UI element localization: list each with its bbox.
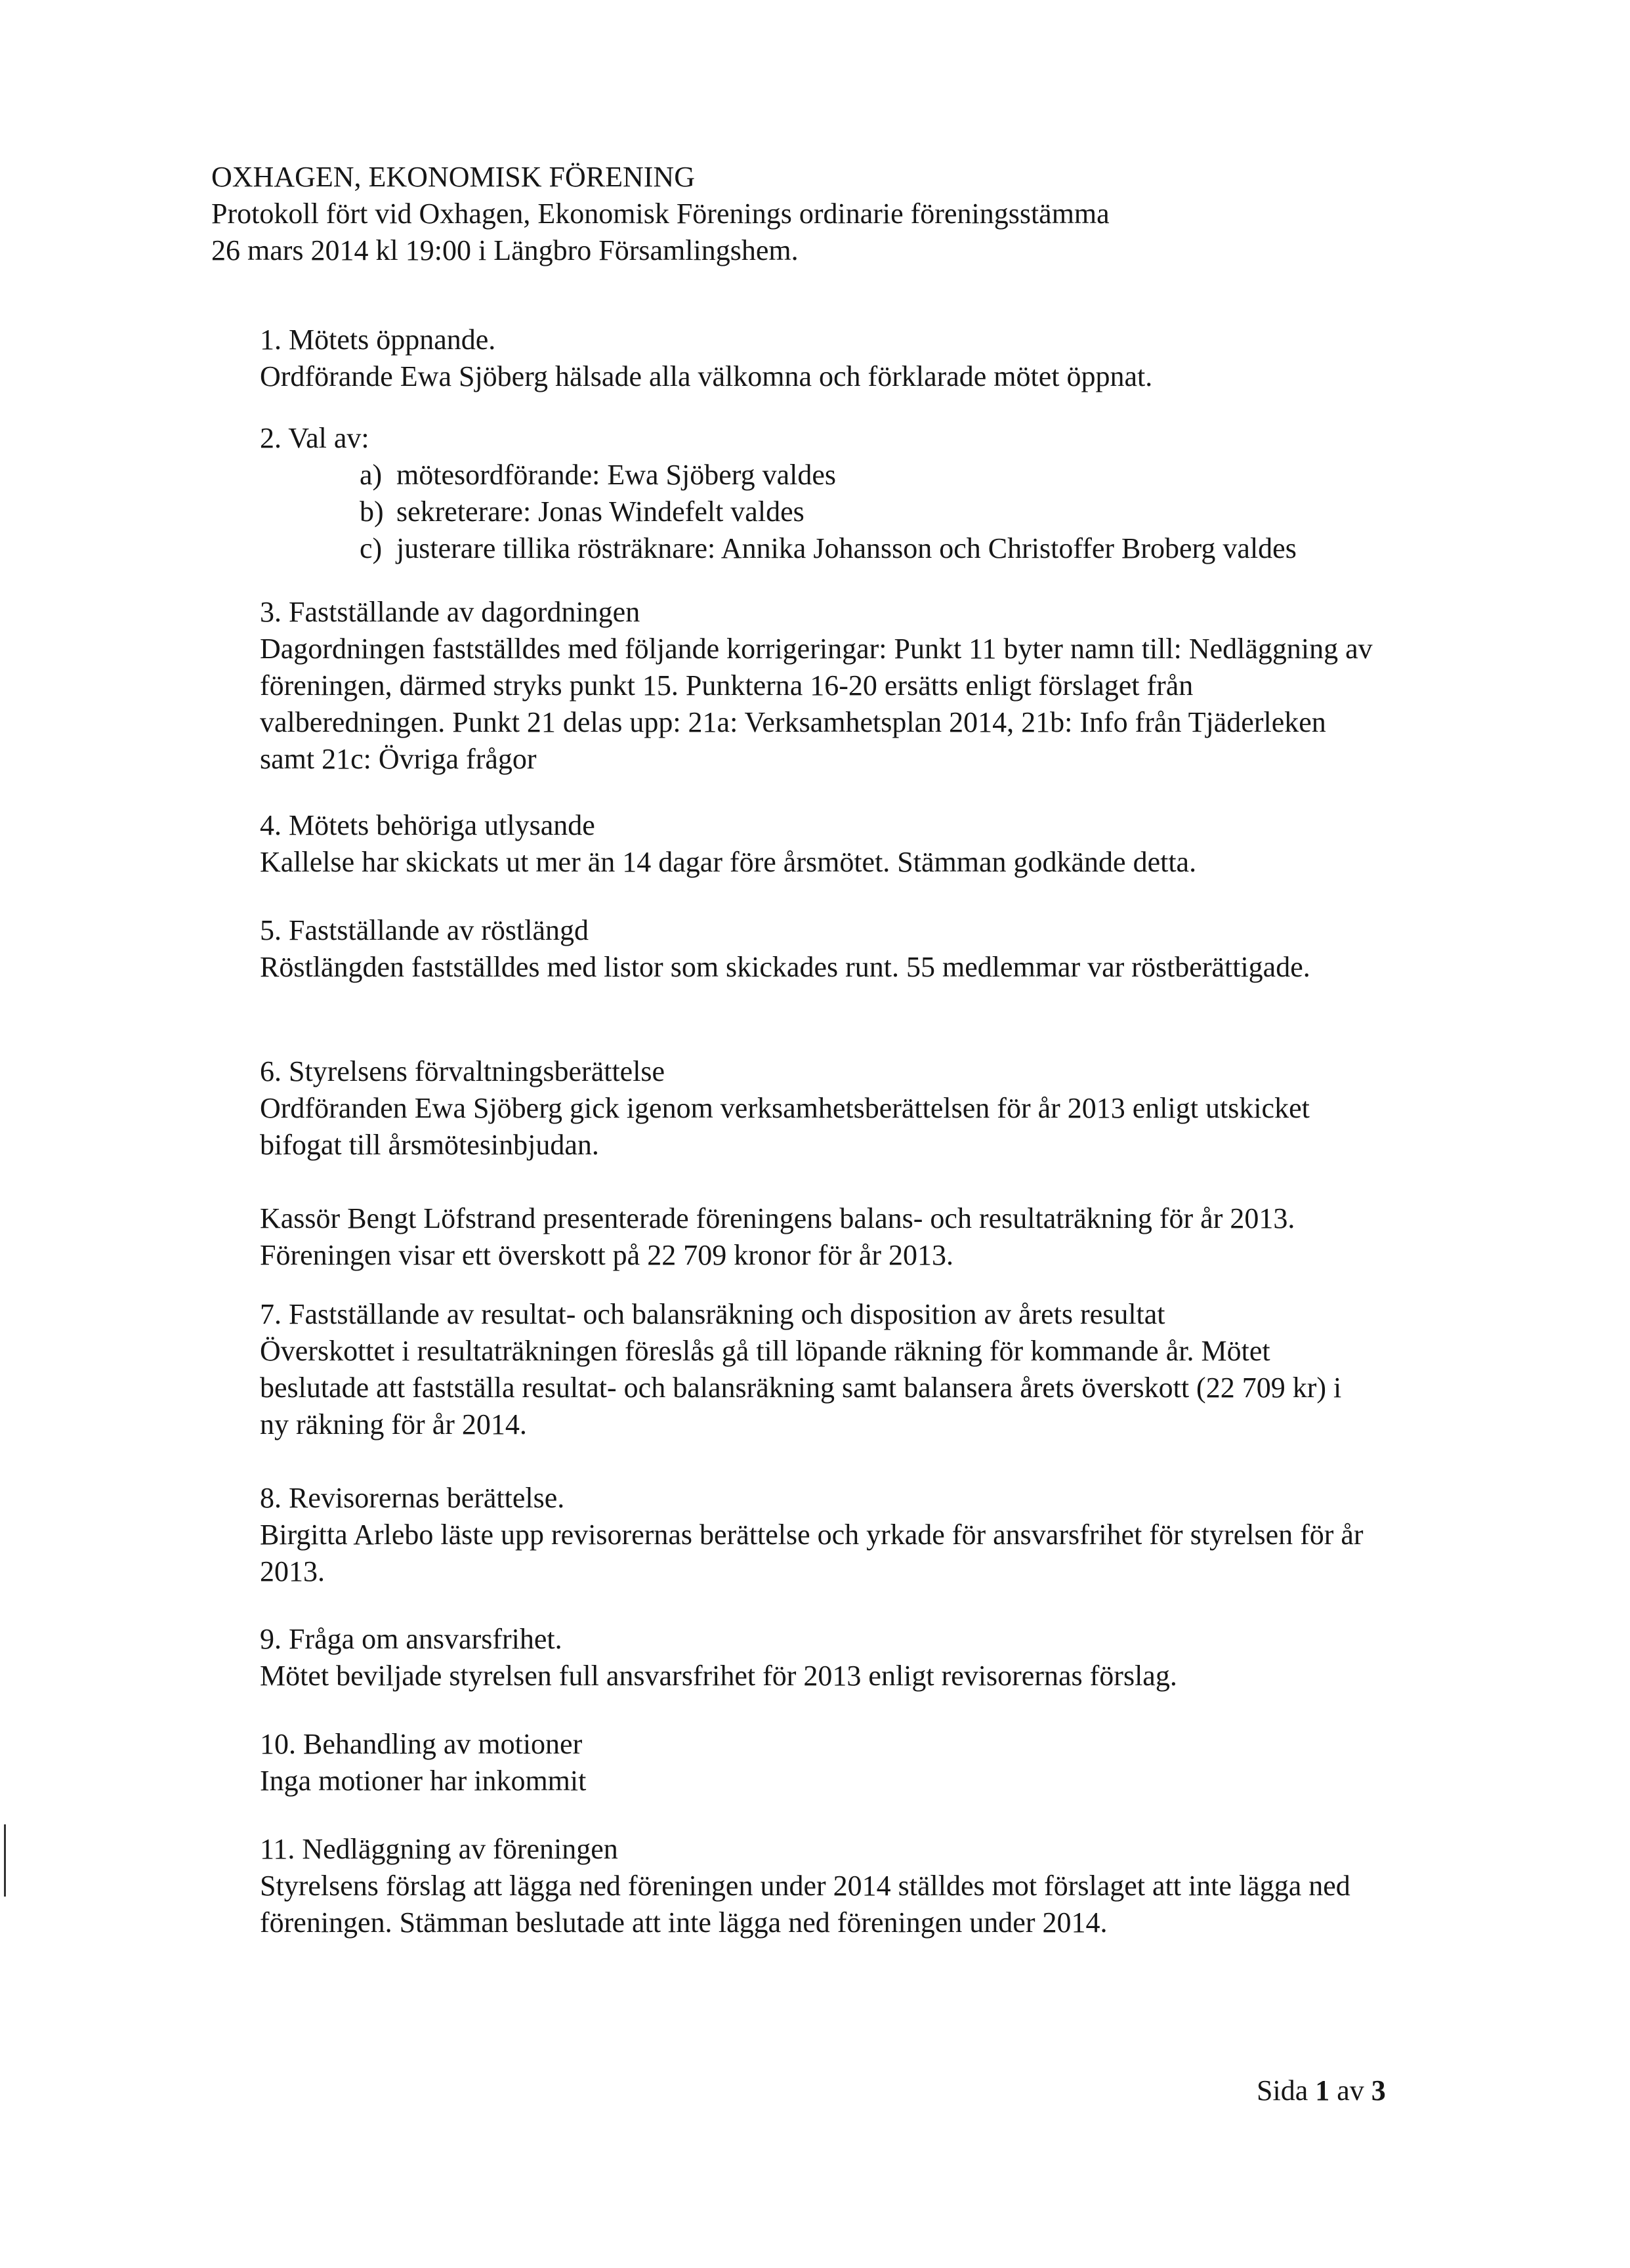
section-body [260, 949, 1375, 986]
section-heading: 2. Val av: [260, 422, 369, 454]
list-item [360, 457, 1428, 494]
item-label: a) [360, 459, 383, 491]
item-text: justerare tillika rösträknare: Annika Johansson och Christoffer Broberg valdes [396, 532, 1297, 564]
list-item [360, 530, 1428, 567]
section-heading: 8. Revisorernas berättelse. [260, 1482, 565, 1514]
section-heading: 1. Mötets öppnande. [260, 324, 496, 356]
section-7 [260, 1296, 1428, 1443]
item-label: c) [360, 532, 383, 564]
section-heading: 9. Fråga om ansvarsfrihet. [260, 1623, 562, 1655]
list-item [360, 494, 1428, 530]
section-5 [260, 912, 1428, 986]
total-pages: 3 [1371, 2074, 1386, 2107]
section-1 [260, 322, 1428, 395]
section-8 [260, 1480, 1428, 1590]
section-paragraph: Mötet beviljade styrelsen full ansvarsfrihet för 2013 enligt revisorernas förslag. [260, 1660, 1177, 1692]
section-2 [260, 420, 1428, 567]
section-body [260, 1763, 1375, 1799]
section-heading: 10. Behandling av motioner [260, 1728, 583, 1760]
section-3 [260, 594, 1428, 778]
section-10 [260, 1726, 1428, 1799]
section-9 [260, 1621, 1428, 1694]
document-header [211, 159, 1110, 269]
section-heading: 5. Fastställande av röstlängd [260, 914, 589, 946]
page-label: Sida [1257, 2074, 1308, 2107]
protocol-description: Protokoll fört vid Oxhagen, Ekonomisk Förenings ordinarie föreningsstämma [211, 198, 1110, 230]
section-4 [260, 807, 1428, 881]
section-paragraph: Inga motioner har inkommit [260, 1765, 587, 1797]
section-body [260, 631, 1375, 778]
item-label: b) [360, 495, 384, 528]
section-6 [260, 1053, 1428, 1274]
section-paragraph: Birgitta Arlebo läste upp revisorernas berättelse och yrkade för ansvarsfrihet för styrelsen för år 2013. [260, 1519, 1364, 1587]
section-heading: 3. Fastställande av dagordningen [260, 596, 640, 628]
section-paragraph: Kassör Bengt Löfstrand presenterade föreningens balans- och resultaträkning för år 2013. Föreningen visar ett överskott på 22 709 kronor för år 2013. [260, 1202, 1295, 1271]
item-text: sekreterare: Jonas Windefelt valdes [396, 495, 805, 528]
section-heading: 7. Fastställande av resultat- och balansräkning och disposition av årets resultat [260, 1298, 1165, 1330]
section-body [260, 1517, 1375, 1590]
page-number [1257, 2072, 1386, 2109]
section-paragraph: Ordföranden Ewa Sjöberg gick igenom verksamhetsberättelsen för år 2013 enligt utskicket bifogat till årsmötesinbjudan. [260, 1092, 1310, 1161]
section-paragraph: Överskottet i resultaträkningen föreslås gå till löpande räkning för kommande år. Mötet beslutade att fastställa resultat- och balansräkning samt balansera årets överskott (22 709 kr) i ny räkning för år 2014. [260, 1335, 1342, 1440]
page-of-label: av [1337, 2074, 1364, 2107]
section-body [260, 844, 1375, 881]
current-page: 1 [1315, 2074, 1330, 2107]
section-heading: 4. Mötets behöriga utlysande [260, 809, 595, 841]
section-11 [260, 1831, 1428, 1941]
section-body [260, 1333, 1375, 1443]
section-paragraph: Ordförande Ewa Sjöberg hälsade alla välkomna och förklarade mötet öppnat. [260, 360, 1153, 392]
section-body [260, 1868, 1375, 1941]
election-list [260, 457, 1428, 567]
section-paragraph: Kallelse har skickats ut mer än 14 dagar före årsmötet. Stämman godkände detta. [260, 846, 1197, 878]
section-paragraph: Röstlängden fastställdes med listor som skickades runt. 55 medlemmar var röstberättigade. [260, 951, 1310, 983]
item-text: mötesordförande: Ewa Sjöberg valdes [396, 459, 837, 491]
section-body [260, 1658, 1375, 1694]
section-heading: 6. Styrelsens förvaltningsberättelse [260, 1055, 665, 1087]
organization-title: OXHAGEN, EKONOMISK FÖRENING [211, 161, 695, 193]
scan-margin-mark [4, 1824, 6, 1897]
meeting-date-location: 26 mars 2014 kl 19:00 i Längbro Församlingshem. [211, 234, 799, 266]
section-heading: 11. Nedläggning av föreningen [260, 1833, 618, 1865]
section-paragraph: Dagordningen fastställdes med följande korrigeringar: Punkt 11 byter namn till: Nedläggning av föreningen, därmed stryks punkt 15. Punkterna 16-20 ersätts enligt förslaget från valberedningen. Punkt 21 delas upp: 21a: Verksamhetsplan 2014, 21b: Info från Tjäderleken samt 21c: Övriga frågor [260, 633, 1373, 775]
section-body [260, 358, 1375, 395]
section-body [260, 1090, 1375, 1274]
section-paragraph: Styrelsens förslag att lägga ned föreningen under 2014 ställdes mot förslaget att inte lägga ned föreningen. Stämman beslutade att inte lägga ned föreningen under 2014. [260, 1870, 1350, 1939]
